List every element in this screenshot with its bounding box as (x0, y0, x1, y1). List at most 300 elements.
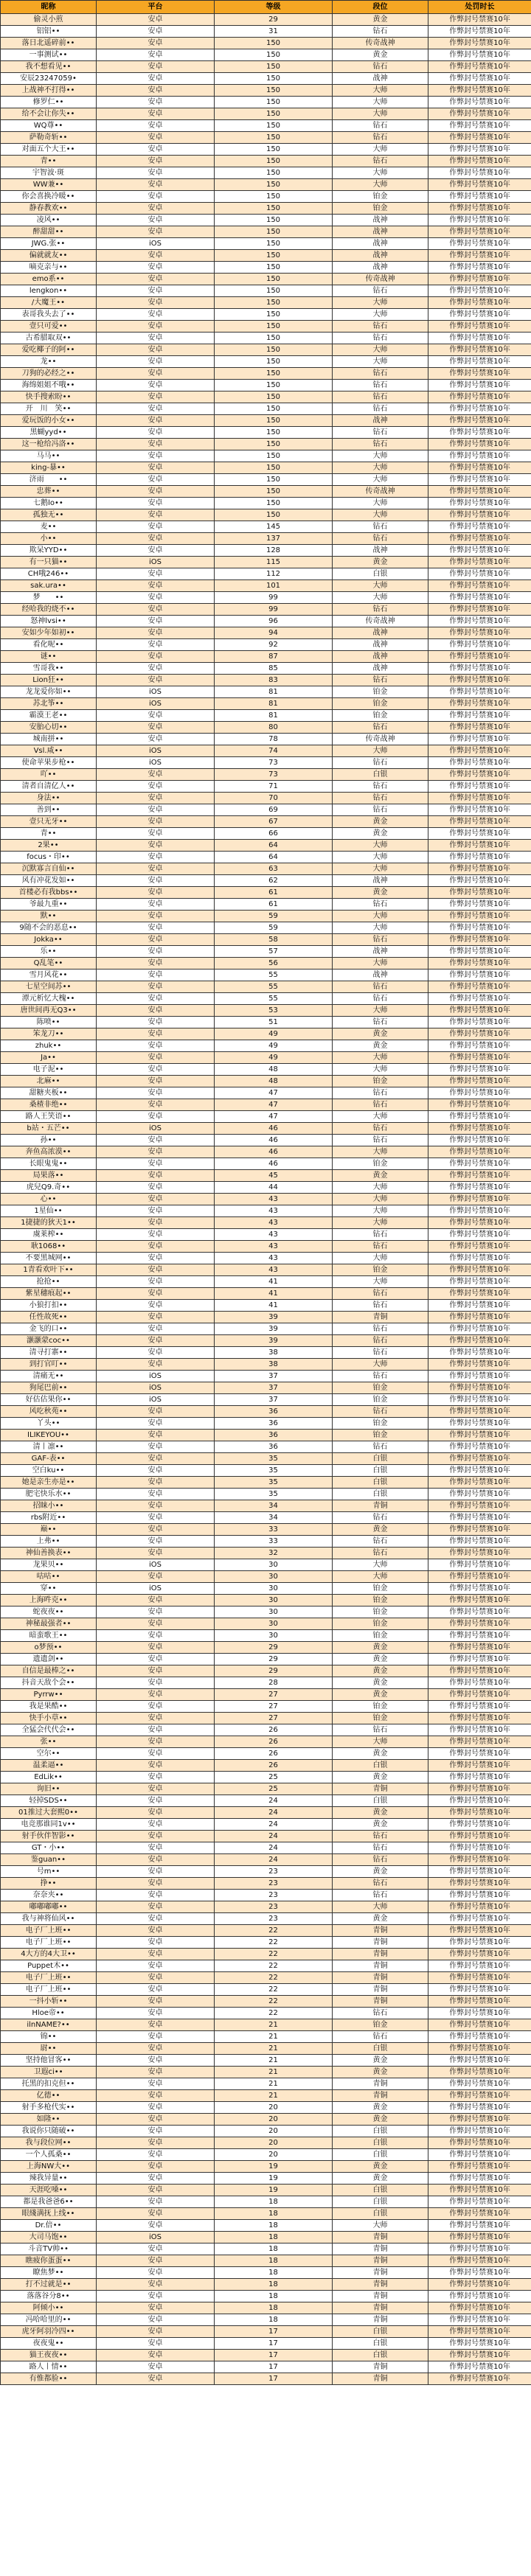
table-row (1, 781, 531, 793)
cell-nickname: 抖音天敌个会•• (1, 1677, 97, 1689)
cell-platform: 安卓 (97, 958, 215, 970)
table-row (1, 309, 531, 321)
cell-penalty: 作弊封号禁赛10年 (428, 1595, 531, 1606)
table-row (1, 970, 531, 981)
cell-level: 150 (215, 73, 333, 85)
cell-nickname: 风吃秋苑•• (1, 1406, 97, 1418)
cell-penalty: 作弊封号禁赛10年 (428, 899, 531, 911)
cell-platform: 安卓 (97, 2208, 215, 2220)
cell-level: 69 (215, 804, 333, 816)
cell-nickname: 青•• (1, 156, 97, 167)
cell-rank: 黄金 (333, 1028, 428, 1040)
cell-penalty: 作弊封号禁赛10年 (428, 1170, 531, 1182)
header-penalty: 处罚时长 (428, 1, 531, 14)
table-row (1, 946, 531, 958)
cell-platform: 安卓 (97, 1960, 215, 1972)
cell-rank: 战神 (333, 651, 428, 663)
cell-penalty: 作弊封号禁赛10年 (428, 627, 531, 639)
cell-penalty: 作弊封号禁赛10年 (428, 1323, 531, 1335)
cell-nickname: 你会喜换冷暖•• (1, 191, 97, 203)
cell-rank: 黄金 (333, 2161, 428, 2173)
cell-level: 34 (215, 1500, 333, 1512)
cell-rank: 战神 (333, 215, 428, 226)
table-row (1, 1901, 531, 1913)
cell-nickname: 虎牙阿羽冷四•• (1, 2326, 97, 2338)
cell-nickname: 肥宅快乐水•• (1, 1489, 97, 1500)
cell-level: 17 (215, 2326, 333, 2338)
cell-penalty: 作弊封号禁赛10年 (428, 2232, 531, 2243)
cell-rank: 青铜 (333, 1312, 428, 1323)
cell-penalty: 作弊封号禁赛10年 (428, 1205, 531, 1217)
cell-nickname: 巅•• (1, 1524, 97, 1536)
cell-nickname: 瞭焦梦•• (1, 2267, 97, 2279)
cell-penalty: 作弊封号禁赛10年 (428, 2019, 531, 2031)
table-row (1, 1182, 531, 1194)
cell-platform: 安卓 (97, 380, 215, 391)
cell-penalty: 作弊封号禁赛10年 (428, 1689, 531, 1701)
table-row (1, 1170, 531, 1182)
cell-penalty: 作弊封号禁赛10年 (428, 981, 531, 993)
table-row (1, 533, 531, 545)
table-row (1, 1217, 531, 1229)
cell-penalty: 作弊封号禁赛10年 (428, 1901, 531, 1913)
cell-level: 29 (215, 1665, 333, 1677)
cell-nickname: 雪哥我•• (1, 663, 97, 675)
table-row (1, 887, 531, 899)
cell-nickname: 黑蝴yyd•• (1, 427, 97, 439)
cell-penalty: 作弊封号禁赛10年 (428, 1430, 531, 1441)
cell-level: 36 (215, 1418, 333, 1430)
cell-nickname: 给不会让你失•• (1, 108, 97, 120)
cell-penalty: 作弊封号禁赛10年 (428, 2243, 531, 2255)
table-row (1, 1076, 531, 1087)
cell-level: 92 (215, 639, 333, 651)
cell-penalty: 作弊封号禁赛10年 (428, 179, 531, 191)
cell-nickname: GT・小•• (1, 1842, 97, 1854)
cell-rank: 铂金 (333, 710, 428, 722)
cell-nickname: 1青看欢叶下•• (1, 1264, 97, 1276)
table-row (1, 333, 531, 344)
cell-nickname: 龙•• (1, 356, 97, 368)
cell-nickname: 我不想看见•• (1, 61, 97, 73)
cell-penalty: 作弊封号禁赛10年 (428, 1890, 531, 1901)
table-row (1, 1028, 531, 1040)
cell-rank: 黄金 (333, 1772, 428, 1783)
table-row (1, 2067, 531, 2078)
cell-rank: 钻石 (333, 439, 428, 450)
cell-level: 45 (215, 1170, 333, 1182)
cell-penalty: 作弊封号禁赛10年 (428, 1984, 531, 1996)
cell-level: 56 (215, 958, 333, 970)
cell-rank: 青铜 (333, 1925, 428, 1937)
table-row (1, 250, 531, 262)
cell-nickname: Dr.倍•• (1, 2220, 97, 2232)
cell-platform: 安卓 (97, 2008, 215, 2019)
cell-platform: 安卓 (97, 285, 215, 297)
cell-level: 150 (215, 297, 333, 309)
cell-rank: 钻石 (333, 1099, 428, 1111)
cell-level: 18 (215, 2291, 333, 2302)
table-row (1, 981, 531, 993)
cell-level: 73 (215, 757, 333, 769)
cell-rank: 黄金 (333, 2173, 428, 2185)
cell-platform: 安卓 (97, 474, 215, 486)
cell-platform: iOS (97, 1371, 215, 1382)
cell-level: 36 (215, 1430, 333, 1441)
cell-penalty: 作弊封号禁赛10年 (428, 344, 531, 356)
cell-penalty: 作弊封号禁赛10年 (428, 108, 531, 120)
cell-rank: 青铜 (333, 1500, 428, 1512)
cell-penalty: 作弊封号禁赛10年 (428, 486, 531, 498)
cell-platform: 安卓 (97, 297, 215, 309)
cell-penalty: 作弊封号禁赛10年 (428, 1052, 531, 1064)
cell-rank: 白银 (333, 1453, 428, 1465)
cell-rank: 大师 (333, 958, 428, 970)
cell-penalty: 作弊封号禁赛10年 (428, 757, 531, 769)
cell-rank: 黄金 (333, 14, 428, 26)
cell-rank: 钻石 (333, 2031, 428, 2043)
cell-penalty: 作弊封号禁赛10年 (428, 2161, 531, 2173)
cell-rank: 大师 (333, 1901, 428, 1913)
cell-level: 21 (215, 2067, 333, 2078)
cell-level: 24 (215, 1807, 333, 1819)
cell-platform: 安卓 (97, 616, 215, 627)
table-body (1, 14, 531, 2385)
cell-nickname: 坚持他冒客•• (1, 2055, 97, 2067)
cell-penalty: 作弊封号禁赛10年 (428, 639, 531, 651)
table-row (1, 462, 531, 474)
cell-penalty: 作弊封号禁赛10年 (428, 2090, 531, 2102)
cell-platform: 安卓 (97, 1453, 215, 1465)
cell-level: 17 (215, 2361, 333, 2373)
cell-nickname: sak.ura•• (1, 580, 97, 592)
cell-nickname: 经哈我的烧不•• (1, 604, 97, 616)
cell-nickname: 铝铝•• (1, 26, 97, 38)
cell-nickname: 鉴guan•• (1, 1854, 97, 1866)
table-row (1, 663, 531, 675)
table-row (1, 1996, 531, 2008)
cell-penalty: 作弊封号禁赛10年 (428, 73, 531, 85)
cell-level: 150 (215, 85, 333, 97)
cell-platform: 安卓 (97, 816, 215, 828)
cell-rank: 黄金 (333, 1040, 428, 1052)
cell-platform: 安卓 (97, 533, 215, 545)
cell-platform: 安卓 (97, 1430, 215, 1441)
cell-nickname: 爱吃椰子的阿•• (1, 344, 97, 356)
cell-level: 22 (215, 1937, 333, 1949)
cell-penalty: 作弊封号禁赛10年 (428, 1276, 531, 1288)
cell-level: 71 (215, 781, 333, 793)
cell-penalty: 作弊封号禁赛10年 (428, 2208, 531, 2220)
table-row (1, 1394, 531, 1406)
cell-penalty: 作弊封号禁赛10年 (428, 368, 531, 380)
cell-rank: 钻石 (333, 1241, 428, 1253)
cell-nickname: 海绵姐姐不哦•• (1, 380, 97, 391)
cell-level: 78 (215, 734, 333, 745)
cell-platform: 安卓 (97, 993, 215, 1005)
cell-penalty: 作弊封号禁赛10年 (428, 215, 531, 226)
cell-rank: 大师 (333, 852, 428, 863)
cell-level: 66 (215, 828, 333, 840)
cell-platform: 安卓 (97, 427, 215, 439)
cell-rank: 黄金 (333, 1748, 428, 1760)
cell-level: 57 (215, 946, 333, 958)
cell-nickname: 小•• (1, 533, 97, 545)
cell-penalty: 作弊封号禁赛10年 (428, 1382, 531, 1394)
cell-nickname: 狗尾巴前•• (1, 1382, 97, 1394)
cell-penalty: 作弊封号禁赛10年 (428, 1217, 531, 1229)
cell-rank: 大师 (333, 1052, 428, 1064)
cell-penalty: 作弊封号禁赛10年 (428, 2149, 531, 2161)
table-row (1, 1606, 531, 1618)
cell-platform: 安卓 (97, 2055, 215, 2067)
cell-penalty: 作弊封号禁赛10年 (428, 415, 531, 427)
cell-platform: 安卓 (97, 887, 215, 899)
cell-penalty: 作弊封号禁赛10年 (428, 1760, 531, 1772)
cell-nickname: 神秘最强者•• (1, 1618, 97, 1630)
cell-rank: 大师 (333, 108, 428, 120)
cell-platform: 安卓 (97, 1772, 215, 1783)
cell-penalty: 作弊封号禁赛10年 (428, 1477, 531, 1489)
table-row (1, 2350, 531, 2361)
cell-penalty: 作弊封号禁赛10年 (428, 262, 531, 274)
cell-nickname: 七鹅lo•• (1, 498, 97, 509)
cell-nickname: 快手搜索盼•• (1, 391, 97, 403)
cell-nickname: 1捷捷的狄天1•• (1, 1217, 97, 1229)
cell-level: 21 (215, 2019, 333, 2031)
cell-level: 150 (215, 403, 333, 415)
table-row (1, 403, 531, 415)
table-row (1, 816, 531, 828)
cell-rank: 白银 (333, 769, 428, 781)
cell-rank: 钻石 (333, 1347, 428, 1359)
cell-platform: 安卓 (97, 1665, 215, 1677)
cell-level: 150 (215, 38, 333, 49)
cell-penalty: 作弊封号禁赛10年 (428, 238, 531, 250)
cell-nickname: 蛇夜夜•• (1, 1606, 97, 1618)
cell-rank: 铂金 (333, 2019, 428, 2031)
cell-level: 150 (215, 309, 333, 321)
cell-nickname: 1星仙•• (1, 1205, 97, 1217)
cell-platform: 安卓 (97, 663, 215, 675)
cell-nickname: 对面五个大王•• (1, 144, 97, 156)
cell-rank: 大师 (333, 309, 428, 321)
cell-penalty: 作弊封号禁赛10年 (428, 1654, 531, 1665)
table-row (1, 238, 531, 250)
cell-level: 47 (215, 1111, 333, 1123)
cell-nickname: 静春教欢•• (1, 203, 97, 215)
table-row (1, 2314, 531, 2326)
cell-level: 61 (215, 887, 333, 899)
cell-level: 55 (215, 970, 333, 981)
cell-nickname: 清寻打寨•• (1, 1347, 97, 1359)
cell-penalty: 作弊封号禁赛10年 (428, 1748, 531, 1760)
cell-level: 150 (215, 108, 333, 120)
cell-level: 150 (215, 391, 333, 403)
cell-penalty: 作弊封号禁赛10年 (428, 1642, 531, 1654)
cell-platform: 安卓 (97, 1052, 215, 1064)
cell-nickname: 我与神将仙风•• (1, 1913, 97, 1925)
table-row (1, 191, 531, 203)
table-row (1, 1276, 531, 1288)
cell-rank: 白银 (333, 2137, 428, 2149)
cell-level: 150 (215, 368, 333, 380)
cell-penalty: 作弊封号禁赛10年 (428, 1524, 531, 1536)
cell-nickname: 善到•• (1, 804, 97, 816)
cell-level: 150 (215, 97, 333, 108)
cell-level: 150 (215, 238, 333, 250)
cell-penalty: 作弊封号禁赛10年 (428, 1017, 531, 1028)
cell-penalty: 作弊封号禁赛10年 (428, 391, 531, 403)
cell-platform: 安卓 (97, 2255, 215, 2267)
cell-platform: 安卓 (97, 580, 215, 592)
cell-nickname: 刀狗的必经之•• (1, 368, 97, 380)
table-row (1, 450, 531, 462)
cell-penalty: 作弊封号禁赛10年 (428, 1571, 531, 1583)
cell-platform: 安卓 (97, 1913, 215, 1925)
cell-level: 150 (215, 356, 333, 368)
cell-rank: 大师 (333, 509, 428, 521)
cell-rank: 钻石 (333, 26, 428, 38)
cell-level: 29 (215, 14, 333, 26)
cell-penalty: 作弊封号禁赛10年 (428, 722, 531, 734)
cell-platform: 安卓 (97, 509, 215, 521)
header-level: 等级 (215, 1, 333, 14)
cell-nickname: 托黑的扣克但•• (1, 2078, 97, 2090)
cell-platform: 安卓 (97, 1323, 215, 1335)
cell-rank: 大师 (333, 1111, 428, 1123)
cell-penalty: 作弊封号禁赛10年 (428, 439, 531, 450)
cell-level: 53 (215, 1005, 333, 1017)
cell-rank: 钻石 (333, 757, 428, 769)
cell-level: 32 (215, 1548, 333, 1559)
table-row (1, 1430, 531, 1441)
cell-rank: 白银 (333, 2185, 428, 2196)
cell-platform: iOS (97, 1583, 215, 1595)
cell-nickname: 宇智波·斑 (1, 167, 97, 179)
cell-platform: 安卓 (97, 368, 215, 380)
cell-rank: 钻石 (333, 722, 428, 734)
cell-platform: 安卓 (97, 734, 215, 745)
table-row (1, 1724, 531, 1736)
cell-penalty: 作弊封号禁赛10年 (428, 450, 531, 462)
cell-nickname: 空白ku•• (1, 1465, 97, 1477)
cell-platform: 安卓 (97, 2102, 215, 2114)
cell-rank: 白银 (333, 2196, 428, 2208)
cell-nickname: /大魔王•• (1, 297, 97, 309)
cell-rank: 钻石 (333, 1335, 428, 1347)
cell-rank: 黄金 (333, 1665, 428, 1677)
cell-level: 22 (215, 1996, 333, 2008)
cell-nickname: zhuk•• (1, 1040, 97, 1052)
cell-nickname: 轻掉SDS•• (1, 1795, 97, 1807)
cell-rank: 大师 (333, 1217, 428, 1229)
cell-rank: 钻石 (333, 804, 428, 816)
cell-level: 26 (215, 1748, 333, 1760)
cell-penalty: 作弊封号禁赛10年 (428, 144, 531, 156)
cell-nickname: 孤独无•• (1, 509, 97, 521)
cell-penalty: 作弊封号禁赛10年 (428, 887, 531, 899)
cell-nickname: 尉•• (1, 2043, 97, 2055)
cell-nickname: 城南拼•• (1, 734, 97, 745)
cell-penalty: 作弊封号禁赛10年 (428, 970, 531, 981)
cell-penalty: 作弊封号禁赛10年 (428, 1335, 531, 1347)
cell-penalty: 作弊封号禁赛10年 (428, 1831, 531, 1842)
cell-platform: 安卓 (97, 2361, 215, 2373)
cell-rank: 大师 (333, 167, 428, 179)
cell-rank: 黄金 (333, 1913, 428, 1925)
table-row (1, 1371, 531, 1382)
cell-level: 23 (215, 1878, 333, 1890)
cell-platform: 安卓 (97, 781, 215, 793)
cell-nickname: 她是亲生亦是•• (1, 1477, 97, 1489)
cell-platform: 安卓 (97, 1819, 215, 1831)
cell-penalty: 作弊封号禁赛10年 (428, 1229, 531, 1241)
cell-platform: 安卓 (97, 568, 215, 580)
cell-rank: 白银 (333, 2043, 428, 2055)
cell-penalty: 作弊封号禁赛10年 (428, 875, 531, 887)
cell-penalty: 作弊封号禁赛10年 (428, 1099, 531, 1111)
cell-nickname: 使命苹果步枪•• (1, 757, 97, 769)
cell-platform: iOS (97, 1382, 215, 1394)
table-row (1, 203, 531, 215)
cell-penalty: 作弊封号禁赛10年 (428, 156, 531, 167)
table-row (1, 1123, 531, 1135)
cell-platform: 安卓 (97, 1878, 215, 1890)
cell-level: 44 (215, 1182, 333, 1194)
cell-rank: 钻石 (333, 1842, 428, 1854)
cell-rank: 黄金 (333, 1819, 428, 1831)
table-row (1, 1524, 531, 1536)
cell-penalty: 作弊封号禁赛10年 (428, 1005, 531, 1017)
cell-level: 30 (215, 1618, 333, 1630)
cell-platform: 安卓 (97, 852, 215, 863)
cell-level: 35 (215, 1477, 333, 1489)
header-row (1, 1, 531, 14)
cell-nickname: 一个人孤桑•• (1, 2149, 97, 2161)
cell-penalty: 作弊封号禁赛10年 (428, 1064, 531, 1076)
cell-platform: 安卓 (97, 1524, 215, 1536)
cell-rank: 大师 (333, 297, 428, 309)
cell-nickname: 我说你只随破•• (1, 2126, 97, 2137)
cell-rank: 白银 (333, 1795, 428, 1807)
cell-rank: 战神 (333, 226, 428, 238)
cell-level: 19 (215, 2185, 333, 2196)
cell-level: 48 (215, 1064, 333, 1076)
cell-penalty: 作弊封号禁赛10年 (428, 1453, 531, 1465)
cell-level: 39 (215, 1312, 333, 1323)
cell-rank: 钻石 (333, 132, 428, 144)
table-row (1, 1618, 531, 1630)
cell-rank: 大师 (333, 1182, 428, 1194)
cell-nickname: WW兼•• (1, 179, 97, 191)
cell-rank: 铂金 (333, 698, 428, 710)
cell-penalty: 作弊封号禁赛10年 (428, 946, 531, 958)
cell-level: 27 (215, 1701, 333, 1713)
cell-nickname: 醉甜甜•• (1, 226, 97, 238)
cell-penalty: 作弊封号禁赛10年 (428, 769, 531, 781)
cell-rank: 战神 (333, 663, 428, 675)
cell-penalty: 作弊封号禁赛10年 (428, 356, 531, 368)
cell-nickname: 欺呆YYD•• (1, 545, 97, 557)
cell-nickname: 萨勒奇斩•• (1, 132, 97, 144)
cell-rank: 黄金 (333, 2102, 428, 2114)
cell-rank: 青铜 (333, 1937, 428, 1949)
cell-nickname: 偏就就友•• (1, 250, 97, 262)
table-row (1, 108, 531, 120)
table-row (1, 852, 531, 863)
cell-rank: 铂金 (333, 1158, 428, 1170)
